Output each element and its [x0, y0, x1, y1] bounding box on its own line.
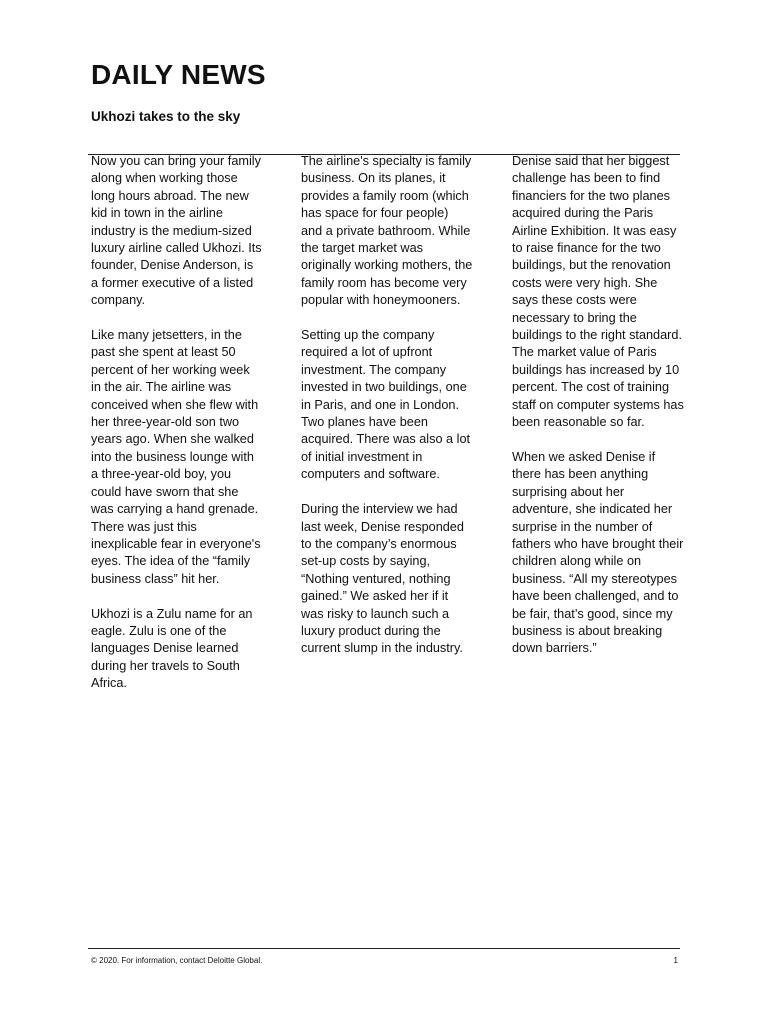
article-column-3: [512, 153, 684, 675]
masthead-title: DAILY NEWS: [91, 59, 266, 90]
page-number: 1: [673, 956, 678, 965]
article-paragraph: Now you can bring your family along when working those long hours abroad. The new kid in town in the airline industry is the medium-sized luxury airline called Ukhozi. Its founder, Denise Anderson, is a former executive of a listed company.: [91, 154, 262, 308]
article-headline: Ukhozi takes to the sky: [91, 109, 241, 124]
article-paragraph: During the interview we had last week, Denise responded to the company’s enormous set-up costs by saying, “Nothing ventured, nothing gained.” We asked her if it was risky to launch such a luxury product during the current slump in the industry.: [301, 502, 464, 656]
article-paragraph: Like many jetsetters, in the past she spent at least 50 percent of her working week in the air. The airline was conceived when she flew with her three-year-old son two years ago. When she walked into the business lounge with a three-year-old boy, you could have sworn that she was carrying a hand grenade. There was just this inexplicable fear in everyone's eyes. The idea of the “family business class” hit her.: [91, 328, 261, 586]
article-paragraph: Denise said that her biggest challenge has been to find financiers for the two planes acquired during the Paris Airline Exhibition. It was easy to raise finance for the two buildings, but the renovation costs were very high. She says these costs were necessary to bring the buildings to the right standard. The market value of Paris buildings has increased by 10 percent. The cost of training staff on computer systems has been reasonable so far.: [512, 154, 684, 430]
footer-divider: [88, 948, 680, 949]
article-column-1: [91, 153, 263, 710]
article-paragraph: When we asked Denise if there has been anything surprising about her adventure, she indicated her surprise in the number of fathers who have brought their children along while on business. “All my stereotypes have been challenged, and to be fair, that’s good, since my business is about breaking down barriers.”: [512, 449, 684, 656]
footer-copyright: © 2020. For information, contact Deloitte Global.: [91, 956, 263, 965]
article-paragraph: The airline's specialty is family business. On its planes, it provides a family room (which has space for four people) and a private bathroom. While the target market was originally working mothers, the family room has become very popular with honeymooners.: [301, 154, 473, 308]
article-column-2: [301, 153, 473, 675]
article-paragraph: Setting up the company required a lot of upfront investment. The company invested in two buildings, one in Paris, and one in London. Two planes have been acquired. There was also a lot of initial investment in computers and software.: [301, 328, 471, 482]
article-paragraph: Ukhozi is a Zulu name for an eagle. Zulu is one of the languages Denise learned during her travels to South Africa.: [91, 606, 253, 691]
